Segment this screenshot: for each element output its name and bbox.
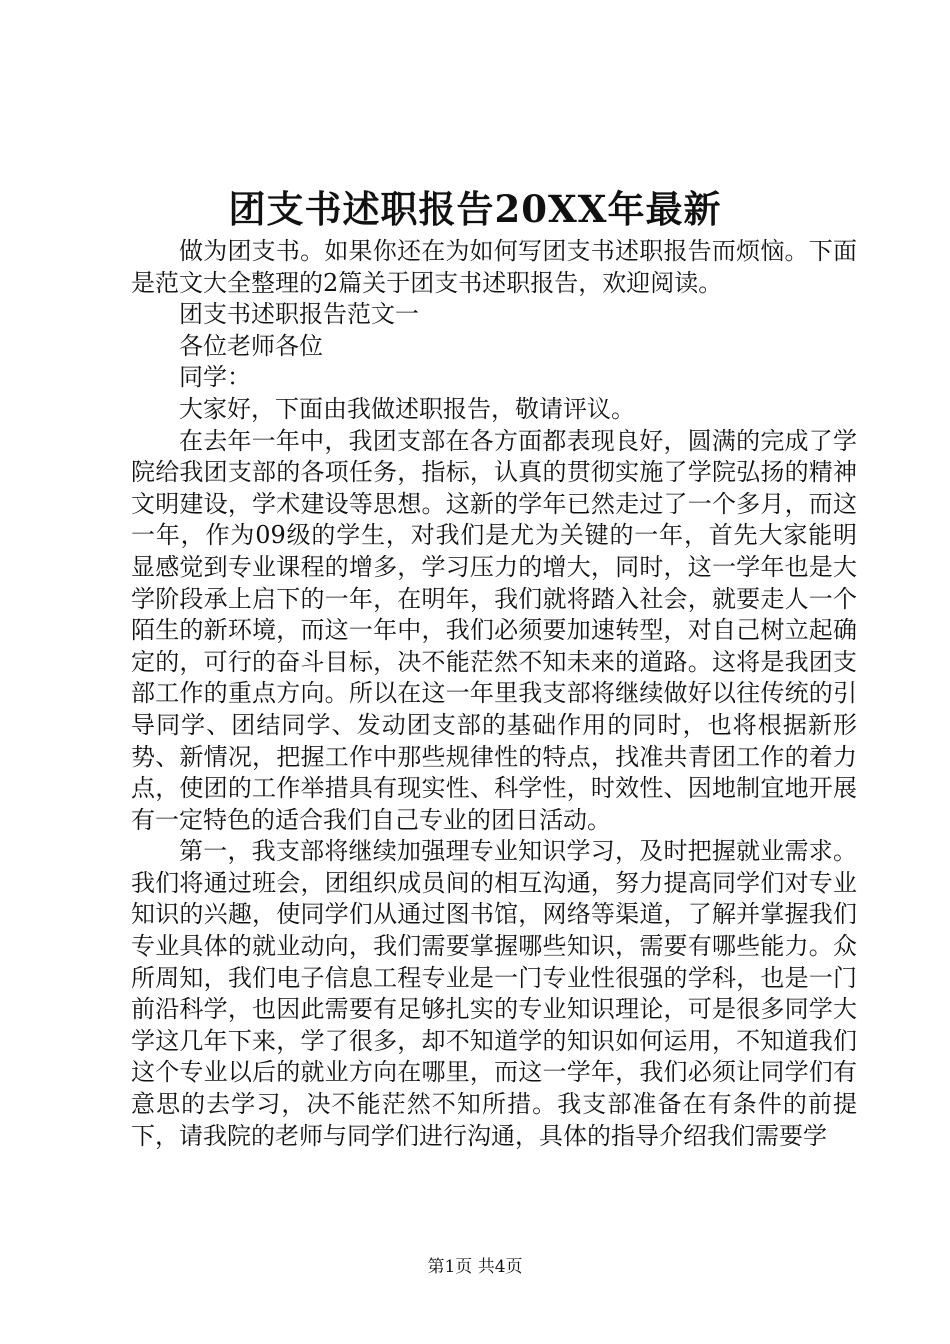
intro-paragraph: 做为团支书。如果你还在为如何写团支书述职报告而烦恼。下面是范文大全整理的2篇关于团支书述职报告，欢迎阅读。	[131, 237, 857, 297]
body-paragraph: 第一，我支部将继续加强理专业知识学习，及时把握就业需求。我们将通过班会，团组织成员间的相互沟通，努力提高同学们对专业知识的兴趣，使同学们从通过图书馆，网络等渠道，了解并掌握我们专业具体的就业动向，我们需要掌握哪些知识，需要有哪些能力。众所周知，我们电子信息工程专业是一门专业性很强的学科，也是一门前沿科学，也因此需要有足够扎实的专业知识理论，可是很多同学大学这几年下来，学了很多，却不知道学的知识如何运用，不知道我们这个专业以后的就业方向在哪里，而这一学年，我们必须让同学们有意思的去学习，决不能茫然不知所措。我支部准备在有条件的前提下，请我院的老师与同学们进行沟通，具体的指导介绍我们需要学	[131, 837, 857, 1150]
body-paragraph: 在去年一年中，我团支部在各方面都表现良好，圆满的完成了学院给我团支部的各项任务，指标，认真的贯彻实施了学院弘扬的精神文明建设，学术建设等思想。这新的学年已然走过了一个多月，而这一年，作为09级的学生，对我们是尤为关键的一年，首先大家能明显感觉到专业课程的增多，学习压力的增大，同时，这一学年也是大学阶段承上启下的一年，在明年，我们就将踏入社会，就要走人一个陌生的新环境，而这一年中，我们必须要加速转型，对自己树立起确定的，可行的奋斗目标，决不能茫然不知未来的道路。这将是我团支部工作的重点方向。所以在这一年里我支部将继续做好以往传统的引导同学、团结同学、发动团支部的基础作用的同时，也将根据新形势、新情况，把握工作中那些规律性的特点，找准共青团工作的着力点，使团的工作举措具有现实性、科学性，时效性、因地制宜地开展有一定特色的适合我们自己专业的团日活动。	[131, 426, 857, 834]
salutation-line: 同学：	[179, 363, 251, 392]
document-title: 团支书述职报告20XX年最新	[228, 187, 722, 231]
page-footer: 第1页 共4页	[427, 1257, 523, 1277]
salutation-line: 各位老师各位	[179, 331, 323, 360]
section-heading: 团支书述职报告范文一	[179, 300, 419, 329]
greeting-paragraph: 大家好，下面由我做述职报告，敬请评议。	[179, 394, 635, 423]
document-body	[131, 236, 857, 1152]
